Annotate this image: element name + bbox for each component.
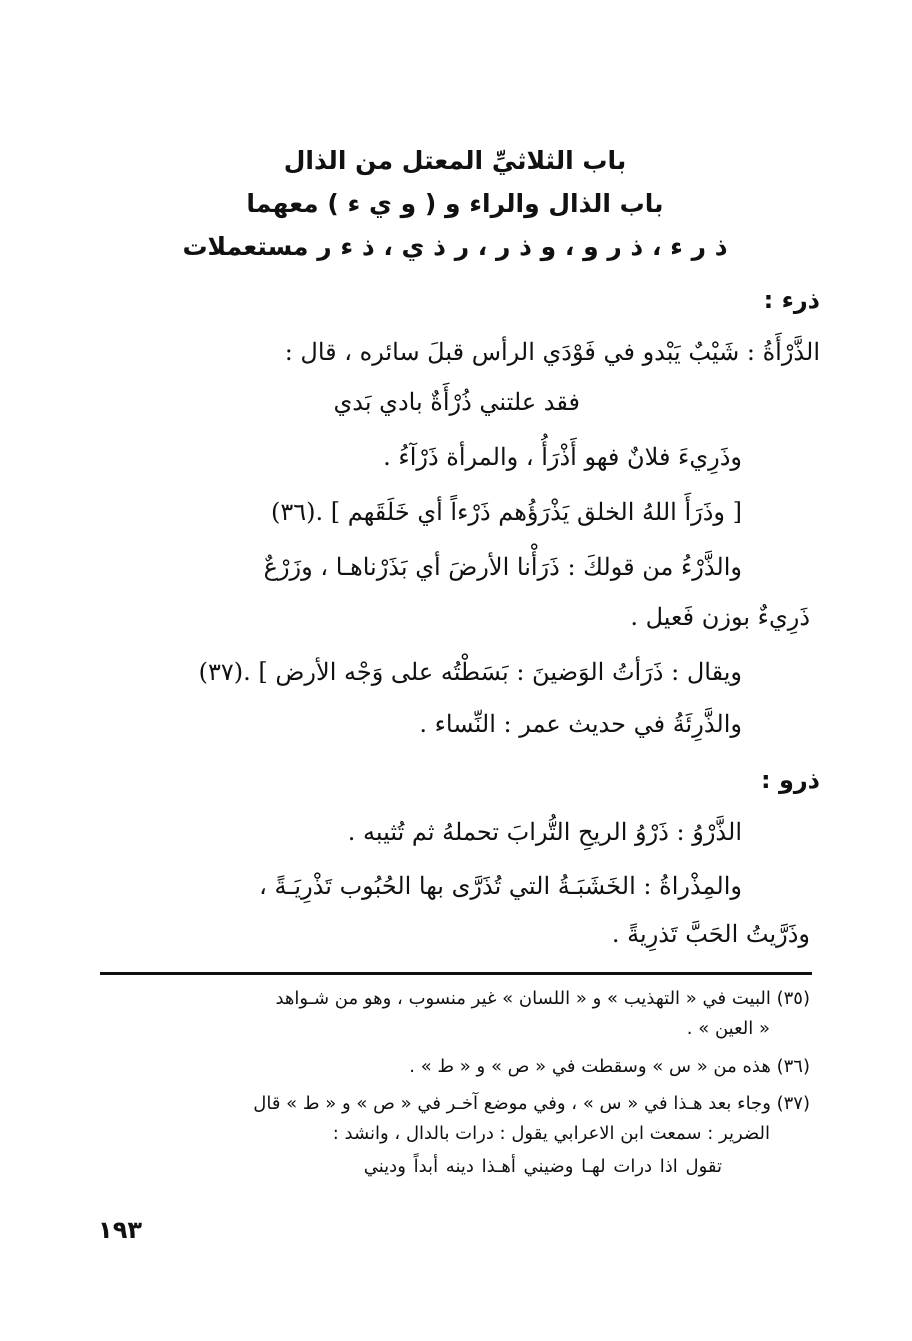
entry-text-line: ويقال : ذَرَأتُ الوَضينَ : بَسَطْتُه على وَجْه الأرض ] .(٣٧) xyxy=(198,658,742,686)
section-title: باب الذال والراء و ( و ي ء ) معهما xyxy=(246,189,664,218)
entry-text-line: الذَّرْوُ : ذَرْوُ الريحِ التُّرابَ تحملهُ ثم تُثيبه . xyxy=(347,818,742,846)
entry-text-line: [ وذَرَأَ اللهُ الخلق يَذْرَؤُهم ذَرْءاً أي خَلَقَهم ] .(٣٦) xyxy=(270,498,742,526)
footnote-35-cont: « العين » . xyxy=(686,1018,770,1039)
footnote-35: (٣٥) البيت في « التهذيب » و « اللسان » غير منسوب ، وهو من شـواهد xyxy=(275,988,810,1009)
footnote-37-verse: تقول اذا درات لهـا وضيني أهـذا دينه أبداً وديني xyxy=(363,1156,722,1177)
footnote-divider xyxy=(100,972,812,975)
entry-text-line: الذَّرْأَةُ : شَيْبٌ يَبْدو في فَوْدَي الرأس قبلَ سائره ، قال : xyxy=(284,338,820,366)
entry-head-dhr-hamza: ذرء : xyxy=(763,286,820,314)
entry-text-line: وذَرَّيتُ الحَبَّ تَذرِيةً . xyxy=(611,920,810,948)
chapter-title: باب الثلاثيِّ المعتل من الذال xyxy=(283,146,627,175)
entry-text-line: والذَّرْءُ من قولكَ : ذَرَأْنا الأرضَ أي بَذَرْناهـا ، وزَرْعٌ xyxy=(263,553,742,581)
verse-line: فقد علتني ذُرْأَةٌ بادي بَدي xyxy=(333,388,580,416)
footnote-37: (٣٧) وجاء بعد هـذا في « س » ، وفي موضع آخـر في « ص » و « ط » قال xyxy=(253,1093,810,1114)
entry-text-line: وذَرِيءَ فلانٌ فهو أَذْرَأُ ، والمرأة ذَرْآءُ . xyxy=(383,443,742,471)
entry-text-line: والمِذْراةُ : الخَشَبَـةُ التي تُذَرَّى بها الحُبُوب تَذْرِيَـةً ، xyxy=(259,872,742,900)
roots-list: ذ ر ء ، ذ ر و ، و ذ ر ، ر ذ ي ، ذ ء ر مستعملات xyxy=(182,232,728,261)
footnote-36: (٣٦) هذه من « س » وسقطت في « ص » و « ط » . xyxy=(409,1056,810,1077)
entry-text-line: والذَّرِئَةُ في حديث عمر : النِّساء . xyxy=(419,710,742,738)
footnote-37-cont: الضرير : سمعت ابن الاعرابي يقول : درات بالدال ، وانشد : xyxy=(332,1123,770,1144)
entry-text-line: ذَرِيءٌ بوزن فَعيل . xyxy=(630,603,810,631)
page-number: ١٩٣ xyxy=(98,1216,142,1244)
entry-head-dhrw: ذرو : xyxy=(760,766,820,794)
